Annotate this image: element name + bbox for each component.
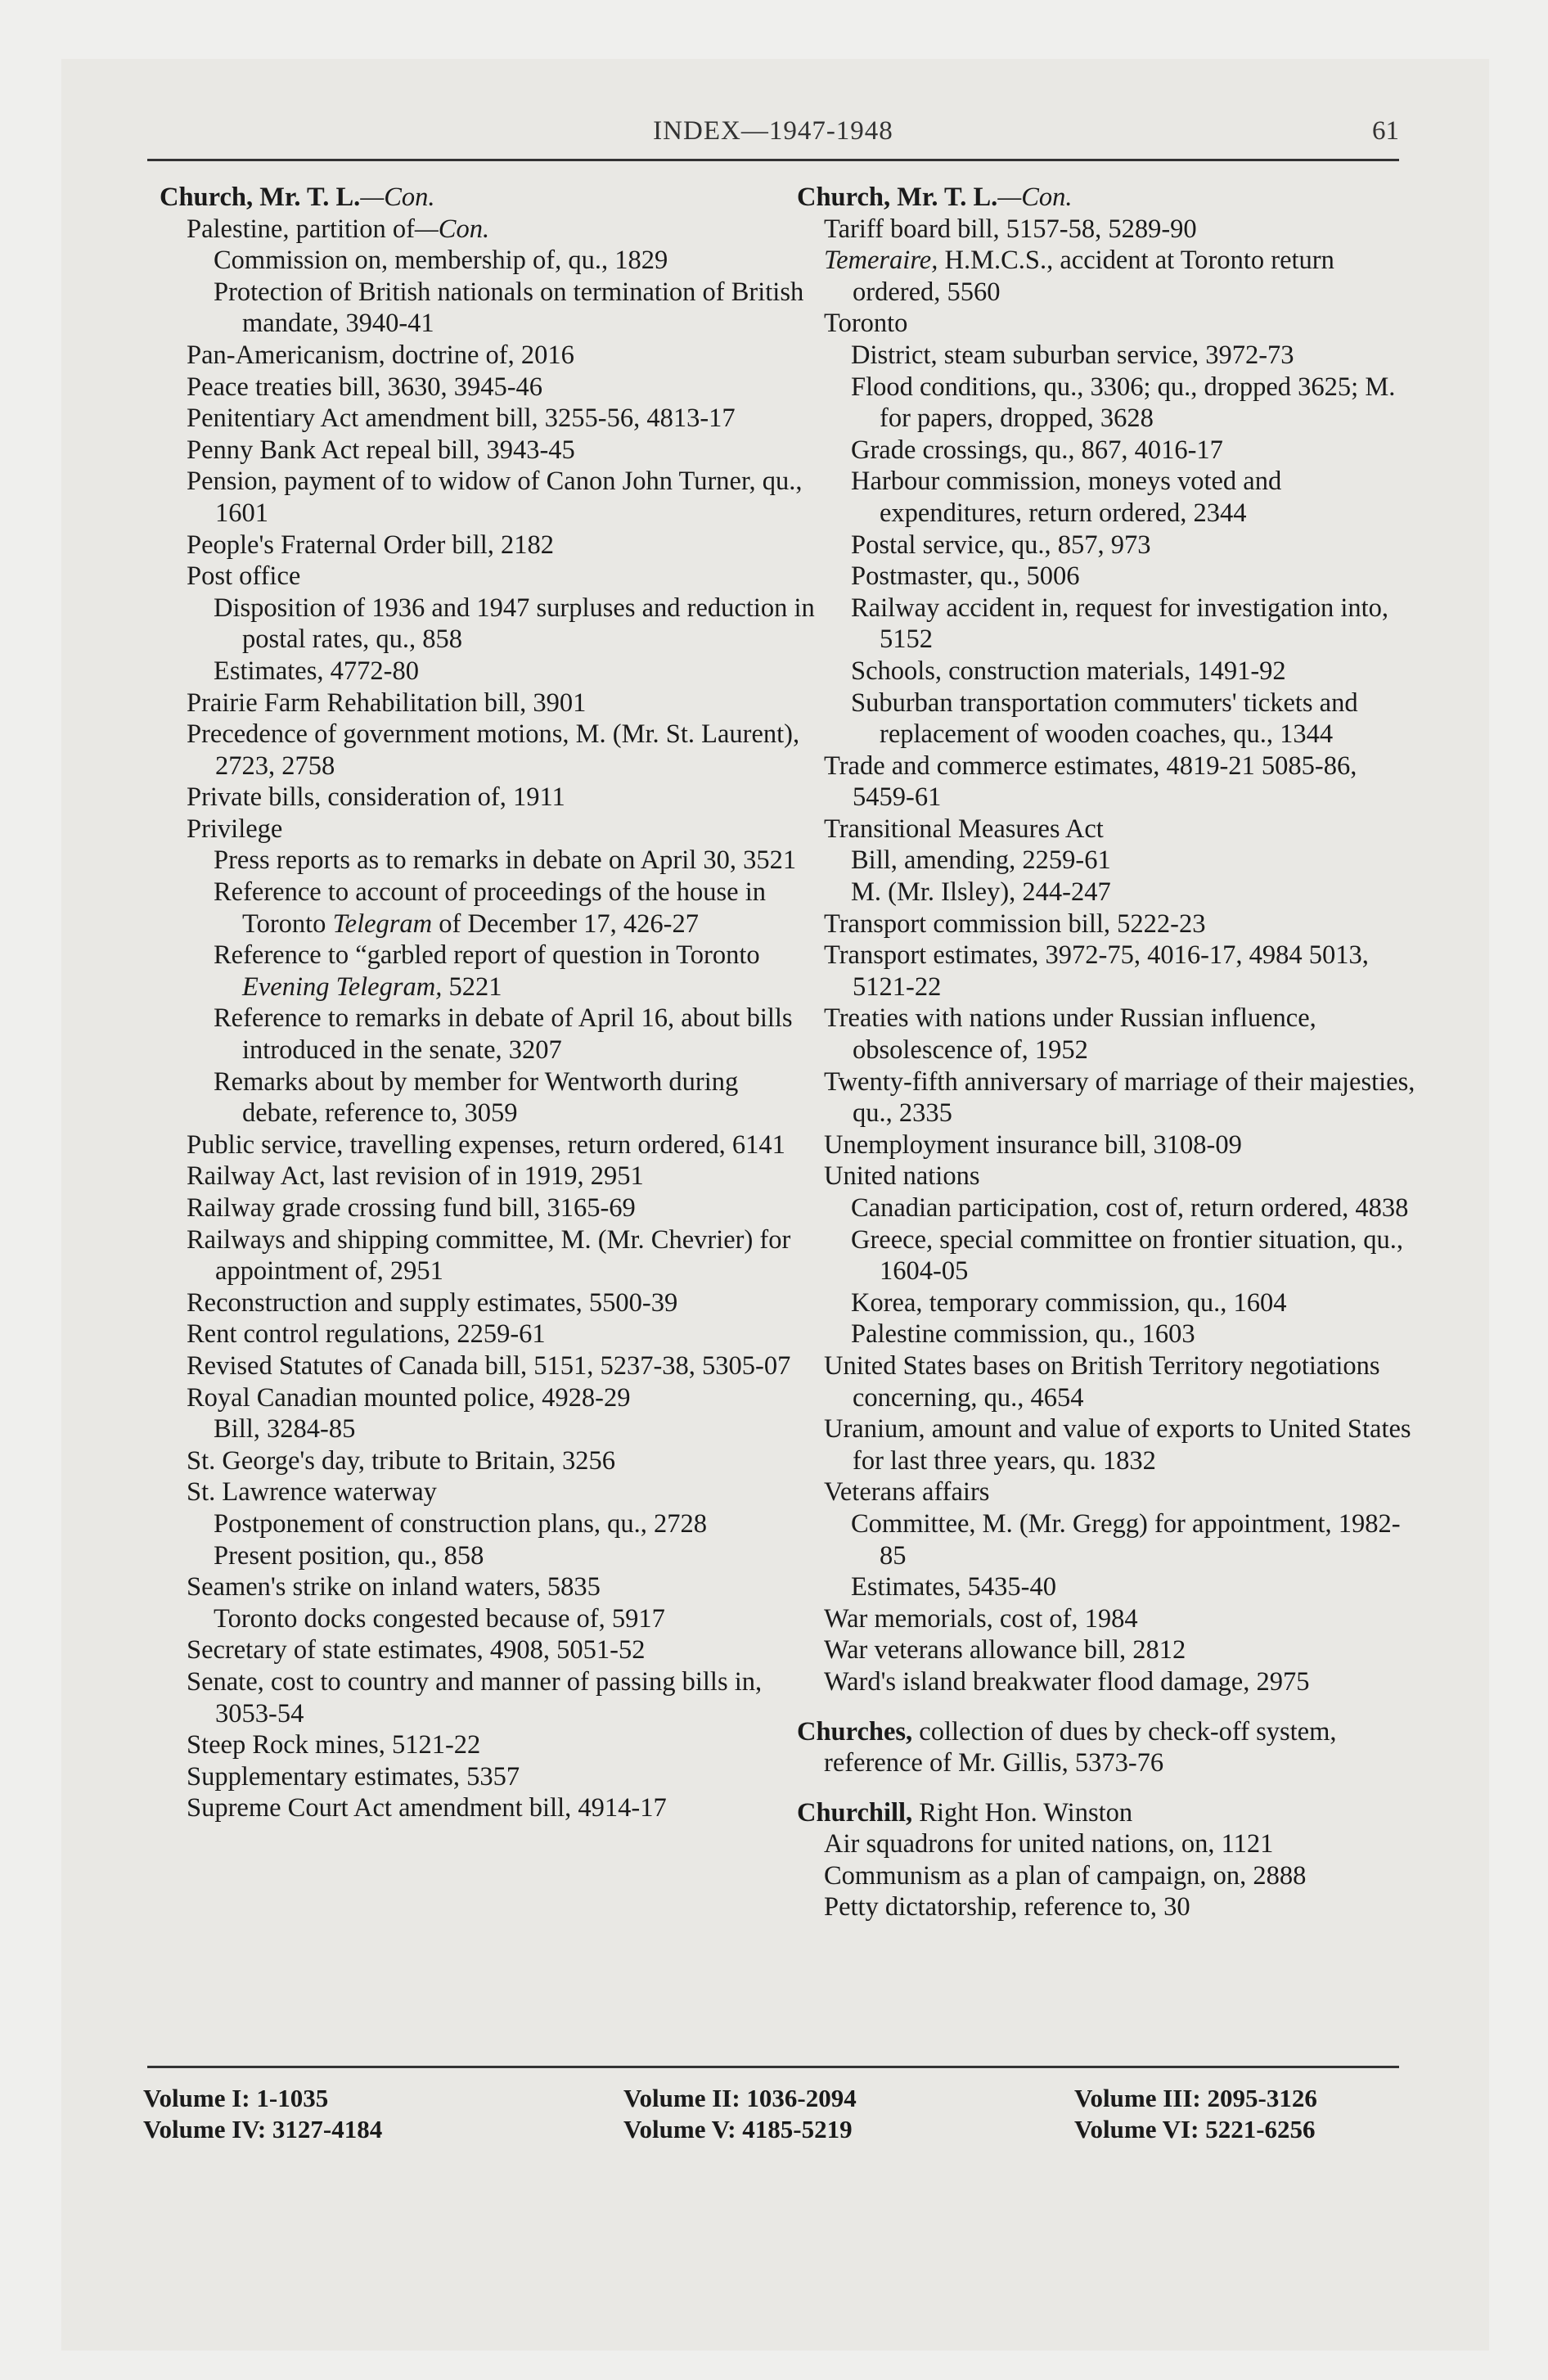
index-entry <box>160 1350 821 1382</box>
index-entry <box>797 1603 1419 1635</box>
entry-text: Harbour commission, moneys voted and expenditures, return ordered, 2344 <box>851 467 1282 528</box>
index-subentry <box>160 1508 821 1540</box>
entry-text: Grade crossings, qu., 867, 4016-17 <box>851 435 1223 465</box>
index-subentry <box>160 877 821 940</box>
index-subentry <box>160 1066 821 1129</box>
entry-text: Railway accident in, request for investigation into, 5152 <box>851 593 1389 655</box>
index-entry <box>160 1445 821 1477</box>
entry-text: Air squadrons for united nations, on, 1121 <box>824 1829 1274 1859</box>
index-entry <box>797 940 1419 1003</box>
index-entry <box>160 1476 821 1508</box>
index-entry <box>797 1066 1419 1129</box>
footer-col-3 <box>1074 2083 1317 2145</box>
sub-heading-text: Palestine, partition of <box>187 214 415 244</box>
page-header <box>147 116 1399 157</box>
entry-text: Greece, special committee on frontier situation, qu., 1604-05 <box>851 1224 1404 1287</box>
entry-text: Prairie Farm Rehabilitation bill, 3901 <box>187 687 587 718</box>
index-entry <box>160 435 821 467</box>
entry-text: St. George's day, tribute to Britain, 3256 <box>187 1445 615 1476</box>
entry-italic-text: Telegram <box>332 908 433 939</box>
entry-text: Commission on, membership of, qu., 1829 <box>214 246 668 276</box>
index-entry <box>160 466 821 529</box>
entry-text: Railways and shipping committee, M. (Mr. Chevrier) for appointment of, 2951 <box>187 1224 791 1287</box>
index-entry <box>160 340 821 372</box>
index-subentry <box>797 1508 1419 1571</box>
index-subentry <box>797 656 1419 687</box>
index-subentry <box>797 687 1419 751</box>
entry-heading <box>797 182 1419 214</box>
entry-text: Committee, M. (Mr. Gregg) for appointment, 1982-85 <box>851 1508 1401 1571</box>
entry-text: Rent control regulations, 2259-61 <box>187 1319 546 1350</box>
index-entry <box>160 1224 821 1287</box>
index-entry <box>160 403 821 435</box>
index-entry <box>160 1571 821 1603</box>
index-entry <box>160 561 821 593</box>
entry-text: Toronto <box>824 309 908 339</box>
volume-range: Volume VI: 5221-6256 <box>1074 2115 1316 2143</box>
entry-text: United nations <box>824 1161 980 1192</box>
entry-text: Twenty-fifth anniversary of marriage of their majesties, qu., 2335 <box>824 1066 1415 1129</box>
entry-text: Supplementary estimates, 5357 <box>187 1761 520 1792</box>
volume-range: Volume V: 4185-5219 <box>623 2115 853 2143</box>
entry-text: collection of dues by check-off system, reference of Mr. Gillis, 5373-76 <box>824 1716 1337 1778</box>
header-rule <box>147 159 1399 161</box>
index-entry <box>797 1860 1419 1892</box>
index-entry <box>797 751 1419 814</box>
entry-text: Private bills, consideration of, 1911 <box>187 782 565 813</box>
entry-text: Right Hon. Winston <box>912 1797 1133 1828</box>
index-subentry <box>797 530 1419 561</box>
entry-text: Reference to account of proceedings of the house in Toronto <box>214 877 767 939</box>
index-subentry <box>160 1540 821 1572</box>
index-entry <box>160 372 821 403</box>
entry-text: 5221 <box>442 971 502 1002</box>
entry-text: Canadian participation, cost of, return ordered, 4838 <box>851 1193 1409 1223</box>
index-entry <box>160 1287 821 1319</box>
index-subentry <box>160 245 821 277</box>
entry-text: Palestine commission, qu., 1603 <box>851 1319 1195 1350</box>
index-entry <box>797 1129 1419 1161</box>
page-number: 61 <box>1372 116 1399 146</box>
entry-text: Supreme Court Act amendment bill, 4914-17 <box>187 1793 667 1823</box>
entry-text: of December 17, 426-27 <box>432 908 699 939</box>
entry-text: War memorials, cost of, 1984 <box>824 1603 1138 1634</box>
footer-col-1 <box>143 2083 382 2145</box>
index-entry <box>797 1891 1419 1923</box>
entry-text: War veterans allowance bill, 2812 <box>824 1635 1186 1666</box>
entry-text: Royal Canadian mounted police, 4928-29 <box>187 1382 631 1413</box>
entry-text: Transitional Measures Act <box>824 814 1104 844</box>
volume-range: Volume I: 1-1035 <box>143 2084 329 2112</box>
index-entry <box>797 1161 1419 1192</box>
heading-con: —Con. <box>360 183 435 212</box>
entry-text: Remarks about by member for Wentworth during debate, reference to, 3059 <box>214 1066 739 1129</box>
entry-text: Penny Bank Act repeal bill, 3943-45 <box>187 435 575 465</box>
index-entry <box>160 1666 821 1729</box>
index-entry <box>797 245 1419 308</box>
index-entry <box>797 1666 1419 1698</box>
entry-text: Precedence of government motions, M. (Mr. St. Laurent), 2723, 2758 <box>187 719 800 781</box>
entry-text: Press reports as to remarks in debate on April 30, 3521 <box>214 845 797 876</box>
index-entry <box>797 1476 1419 1508</box>
index-subentry <box>797 1192 1419 1224</box>
entry-text: Public service, travelling expenses, return ordered, 6141 <box>187 1129 785 1160</box>
index-subentry <box>797 593 1419 656</box>
entry-text: Transport estimates, 3972-75, 4016-17, 4984 5013, 5121-22 <box>824 940 1369 1002</box>
index-entry <box>160 530 821 561</box>
index-entry <box>160 782 821 814</box>
entry-text: Suburban transportation commuters' tickets and replacement of wooden coaches, qu., 1344 <box>851 687 1358 750</box>
entry-text: Veterans affairs <box>824 1477 990 1508</box>
entry-text: Pan-Americanism, doctrine of, 2016 <box>187 340 574 370</box>
entry-text: People's Fraternal Order bill, 2182 <box>187 530 555 560</box>
index-page <box>61 59 1489 2351</box>
sub-heading-con: —Con. <box>414 214 490 244</box>
left-entries <box>160 245 821 1824</box>
index-heading <box>797 1797 1419 1829</box>
index-subentry <box>797 877 1419 908</box>
entry-text: Bill, 3284-85 <box>214 1414 356 1445</box>
entry-text: Korea, temporary commission, qu., 1604 <box>851 1287 1287 1318</box>
index-subentry <box>160 1603 821 1635</box>
index-entry <box>797 814 1419 845</box>
index-subentry <box>160 277 821 340</box>
heading-name: Church, Mr. T. L. <box>797 183 998 212</box>
entry-text: Uranium, amount and value of exports to United States for last three years, qu. 1832 <box>824 1414 1411 1476</box>
entry-text: Postal service, qu., 857, 973 <box>851 530 1151 560</box>
entry-text: Pension, payment of to widow of Canon John Turner, qu., 1601 <box>187 467 803 528</box>
index-entry <box>160 687 821 719</box>
index-subentry <box>797 372 1419 435</box>
index-entry <box>797 1828 1419 1860</box>
entry-text: Postponement of construction plans, qu., 2728 <box>214 1508 707 1539</box>
entry-text: Peace treaties bill, 3630, 3945-46 <box>187 372 543 402</box>
entry-text: Flood conditions, qu., 3306; qu., dropped 3625; M. for papers, dropped, 3628 <box>851 372 1396 434</box>
entry-text: Disposition of 1936 and 1947 surpluses and reduction in postal rates, qu., 858 <box>214 593 815 655</box>
volume-range: Volume IV: 3127-4184 <box>143 2115 383 2143</box>
page-title: INDEX—1947-1948 <box>653 116 893 146</box>
entry-text: Communism as a plan of campaign, on, 2888 <box>824 1860 1307 1891</box>
index-entry <box>160 1634 821 1666</box>
entry-text: Present position, qu., 858 <box>214 1540 484 1571</box>
index-heading <box>797 1716 1419 1779</box>
index-subentry <box>797 340 1419 372</box>
entry-text: Steep Rock mines, 5121-22 <box>187 1730 481 1760</box>
index-entry <box>797 908 1419 940</box>
heading-con: —Con. <box>997 183 1073 212</box>
entry-text: Revised Statutes of Canada bill, 5151, 5237-38, 5305-07 <box>187 1350 791 1381</box>
entry-text: M. (Mr. Ilsley), 244-247 <box>851 877 1111 908</box>
entry-italic-text: Evening Telegram, <box>242 971 443 1002</box>
index-entry <box>160 1129 821 1161</box>
entry-text: Schools, construction materials, 1491-92 <box>851 656 1286 686</box>
volume-range: Volume II: 1036-2094 <box>623 2084 857 2112</box>
index-entry <box>160 814 821 845</box>
index-subentry <box>160 593 821 656</box>
entry-text: Privilege <box>187 814 283 844</box>
index-subentry <box>797 1571 1419 1603</box>
heading-name: Churchill, <box>797 1797 913 1828</box>
entry-text: Trade and commerce estimates, 4819-21 5085-86, 5459-61 <box>824 751 1357 813</box>
index-entry <box>797 214 1419 246</box>
index-subentry <box>160 940 821 1003</box>
index-subentry <box>797 1224 1419 1287</box>
heading-name: Church, Mr. T. L. <box>160 183 361 212</box>
index-entry <box>160 1792 821 1824</box>
index-entry <box>797 1350 1419 1413</box>
entry-text: Bill, amending, 2259-61 <box>851 845 1111 876</box>
sub-heading <box>160 214 821 246</box>
index-entry <box>797 1413 1419 1476</box>
index-subentry <box>797 435 1419 467</box>
entry-text: Senate, cost to country and manner of passing bills in, 3053-54 <box>187 1666 763 1729</box>
entry-text: St. Lawrence waterway <box>187 1477 437 1508</box>
entry-text: Railway Act, last revision of in 1919, 2951 <box>187 1161 644 1192</box>
entry-text: Estimates, 4772-80 <box>214 656 419 686</box>
index-entry <box>160 719 821 782</box>
index-entry <box>160 1729 821 1761</box>
entry-text: Protection of British nationals on termination of British mandate, 3940-41 <box>214 277 804 339</box>
entry-text: Petty dictatorship, reference to, 30 <box>824 1892 1190 1922</box>
entry-text: Penitentiary Act amendment bill, 3255-56, 4813-17 <box>187 403 736 434</box>
entry-text: District, steam suburban service, 3972-73 <box>851 340 1294 370</box>
entry-text: Seamen's strike on inland waters, 5835 <box>187 1572 601 1602</box>
left-column <box>160 182 821 1824</box>
index-entry <box>160 1382 821 1414</box>
entry-text: Reference to remarks in debate of April 16, about bills introduced in the senate, 3207 <box>214 1003 793 1066</box>
index-subentry <box>797 561 1419 593</box>
entry-text: Railway grade crossing fund bill, 3165-69 <box>187 1193 636 1223</box>
index-subentry <box>797 1287 1419 1319</box>
index-entry <box>160 1161 821 1192</box>
footer-rule <box>147 2066 1399 2068</box>
entry-text: Treaties with nations under Russian influence, obsolescence of, 1952 <box>824 1003 1316 1066</box>
entry-text: Toronto docks congested because of, 5917 <box>214 1603 665 1634</box>
entry-text: Post office <box>187 561 301 592</box>
index-entry <box>160 1192 821 1224</box>
entry-text: United States bases on British Territory negotiations concerning, qu., 4654 <box>824 1350 1380 1413</box>
index-subentry <box>160 1413 821 1445</box>
entry-text: Unemployment insurance bill, 3108-09 <box>824 1129 1242 1160</box>
entry-italic-text: Temeraire, <box>824 246 938 276</box>
entry-text: H.M.C.S., accident at Toronto return ordered, 5560 <box>853 246 1334 307</box>
entry-text: Tariff board bill, 5157-58, 5289-90 <box>824 214 1197 244</box>
index-entry <box>797 1634 1419 1666</box>
index-subentry <box>797 466 1419 529</box>
entry-text: Transport commission bill, 5222-23 <box>824 908 1206 939</box>
index-subentry <box>797 845 1419 877</box>
entry-text: Postmaster, qu., 5006 <box>851 561 1080 592</box>
index-subentry <box>160 1003 821 1066</box>
index-entry <box>160 1761 821 1793</box>
right-entries <box>797 214 1419 1923</box>
entry-text: Ward's island breakwater flood damage, 2975 <box>824 1666 1310 1697</box>
index-entry <box>160 1318 821 1350</box>
entry-text: Reconstruction and supply estimates, 5500-39 <box>187 1287 678 1318</box>
entry-heading <box>160 182 821 214</box>
right-column <box>797 182 1419 1923</box>
index-subentry <box>160 656 821 687</box>
footer-col-2 <box>623 2083 857 2145</box>
entry-text: Estimates, 5435-40 <box>851 1572 1056 1602</box>
heading-name: Churches, <box>797 1716 913 1747</box>
index-entry <box>797 1003 1419 1066</box>
index-subentry <box>797 1318 1419 1350</box>
volume-range: Volume III: 2095-3126 <box>1074 2084 1317 2112</box>
entry-text: Secretary of state estimates, 4908, 5051-52 <box>187 1635 646 1666</box>
index-subentry <box>160 845 821 877</box>
index-entry <box>797 308 1419 340</box>
entry-text: Reference to “garbled report of question in Toronto <box>214 940 760 971</box>
